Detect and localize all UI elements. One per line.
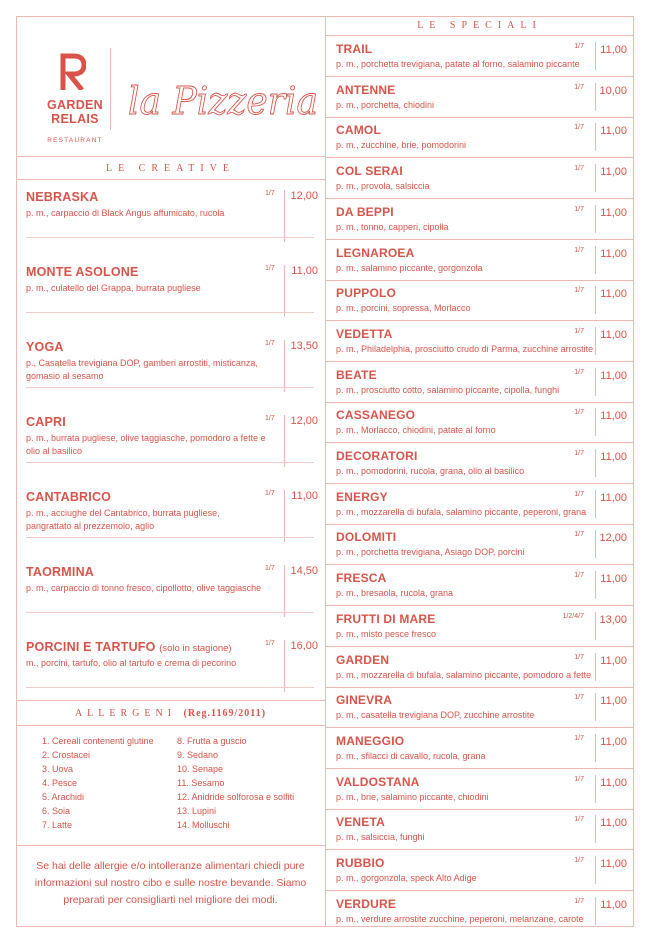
item-name: CASSANEGO bbox=[336, 408, 416, 423]
menu-item bbox=[325, 687, 634, 728]
item-allergens: 1/7 bbox=[574, 165, 584, 173]
item-price: 16,00 bbox=[284, 640, 324, 692]
item-name: RUBBIO bbox=[336, 856, 385, 870]
item-name-text: MONTE ASOLONE bbox=[26, 265, 139, 279]
item-description: p. m., misto pesce fresco bbox=[336, 628, 437, 639]
item-description: p. m., salsiccia, funghi bbox=[336, 832, 425, 843]
menu-item bbox=[325, 484, 634, 525]
item-name-text: YOGA bbox=[26, 340, 64, 354]
item-allergens: 1/7 bbox=[574, 775, 584, 783]
item-allergens: 1/7 bbox=[574, 897, 584, 905]
allergen-list-col1 bbox=[42, 734, 154, 832]
item-name: GARDEN bbox=[336, 652, 390, 667]
menu-item bbox=[325, 850, 634, 891]
item-description: p. m., gorgonzola, speck Alto Adige bbox=[336, 873, 477, 883]
item-description: p. m., pomodorini, rucola, grana, olio al basilico bbox=[336, 466, 525, 476]
item-price: 11,00 bbox=[595, 327, 634, 355]
item-description: p. m., zucchine, brie, pomodorini bbox=[336, 140, 467, 151]
allergen-item: 13. Lupini bbox=[177, 806, 217, 816]
menu-item bbox=[325, 647, 634, 688]
menu-item bbox=[325, 240, 634, 281]
allergy-note: Se hai delle allergie e/o intolleranze alimentari chiedi pure informazioni sul nostro cibo e sulle nostre bevande. Siamo preparati per consigliarti nel migliore dei modi. bbox=[34, 860, 307, 906]
item-allergens: 1/7 bbox=[574, 287, 584, 295]
item-price: 11,00 bbox=[284, 265, 324, 317]
item-name: TRAIL bbox=[336, 42, 373, 56]
item-allergens: 1/7 bbox=[265, 415, 275, 422]
item-price: 11,00 bbox=[595, 205, 634, 233]
creative-heading: LE CREATIVE bbox=[16, 156, 325, 180]
item-price: 13,50 bbox=[284, 340, 324, 392]
item-description: p. m., carpaccio di Black Angus affumicato, rucola bbox=[26, 208, 225, 218]
menu-item bbox=[325, 809, 634, 850]
item-allergens: 1/7 bbox=[574, 368, 584, 376]
item-allergens: 1/7 bbox=[265, 340, 275, 347]
item-price: 11,00 bbox=[595, 164, 634, 192]
allergen-item: 6. Soia bbox=[42, 806, 71, 816]
item-name: MANEGGIO bbox=[336, 733, 405, 748]
item-description: p. m., verdure arrostite zucchine, peperoni, melanzane, carote bbox=[336, 913, 584, 924]
allergen-item: 7. Latte bbox=[42, 820, 73, 830]
menu-item bbox=[325, 524, 634, 565]
item-description: p. m., porchetta trevigiana, patate al forno, salamino piccante bbox=[336, 59, 580, 69]
item-description: m., porcini, tartufo, olio al tartufo e crema di pecorino bbox=[26, 658, 237, 668]
item-price: 11,00 bbox=[595, 490, 634, 518]
item-name-text: CAPRI bbox=[26, 415, 66, 429]
menu-item bbox=[325, 402, 634, 443]
item-allergens: 1/2/4/7 bbox=[562, 612, 584, 620]
allergen-item: 1. Cereali contenenti glutine bbox=[42, 736, 154, 746]
item-name bbox=[26, 265, 139, 279]
item-name: VEDETTA bbox=[336, 326, 393, 341]
item-name bbox=[26, 190, 98, 204]
item-allergens: 1/7 bbox=[574, 734, 584, 742]
script-title bbox=[124, 60, 324, 136]
item-name: DA BEPPI bbox=[336, 204, 394, 219]
allergen-item: 8. Frutta a guscio bbox=[177, 736, 247, 746]
item-price: 11,00 bbox=[595, 734, 634, 762]
item-rule bbox=[26, 612, 314, 613]
logo-divider bbox=[110, 48, 111, 130]
item-allergens: 1/7 bbox=[574, 124, 584, 132]
item-name: GINEVRA bbox=[336, 693, 393, 708]
item-name-text: NEBRASKA bbox=[26, 190, 99, 204]
item-description: p. m., casatella trevigiana DOP, zucchine arrostite bbox=[336, 710, 535, 721]
item-allergens: 1/7 bbox=[574, 43, 584, 50]
item-price: 11,00 bbox=[595, 408, 634, 436]
item-name: VALDOSTANA bbox=[336, 774, 420, 789]
item-allergens: 1/7 bbox=[574, 490, 584, 498]
item-allergens: 1/7 bbox=[574, 83, 584, 91]
item-price: 14,50 bbox=[284, 565, 324, 617]
allergen-item: 10. Senape bbox=[177, 764, 224, 774]
menu-item bbox=[325, 158, 634, 199]
item-description: p. m., prosciutto cotto, salamino piccante, cipolla, funghi bbox=[336, 384, 560, 395]
item-price: 11,00 bbox=[595, 123, 634, 151]
item-price: 11,00 bbox=[595, 653, 634, 681]
item-description: p. m., culatello del Grappa, burrata pugliese bbox=[26, 283, 201, 293]
allergen-list-col2 bbox=[177, 734, 294, 832]
item-allergens: 1/7 bbox=[574, 653, 584, 661]
item-name: VENETA bbox=[336, 815, 385, 830]
svg-text:la Pizzeria: la Pizzeria bbox=[128, 79, 318, 123]
item-name: COL SERAI bbox=[336, 164, 403, 179]
item-allergens: 1/7 bbox=[574, 246, 584, 254]
menu-item bbox=[325, 77, 634, 118]
item-price: 11,00 bbox=[595, 246, 634, 274]
item-price: 11,00 bbox=[595, 368, 634, 396]
item-allergens: 1/7 bbox=[574, 205, 584, 213]
item-rule bbox=[26, 312, 314, 313]
allergen-item: 9. Sedano bbox=[177, 750, 219, 760]
allergen-item: 11. Sesamo bbox=[177, 778, 225, 788]
divider bbox=[16, 845, 325, 846]
menu-item bbox=[325, 36, 634, 77]
item-price: 11,00 bbox=[595, 856, 634, 884]
allergen-item: 5. Arachidi bbox=[42, 792, 85, 802]
menu-item bbox=[325, 199, 634, 240]
item-name: DECORATORI bbox=[336, 449, 418, 463]
item-allergens: 1/7 bbox=[574, 572, 584, 580]
item-name: ANTENNE bbox=[336, 82, 396, 97]
item-allergens: 1/7 bbox=[265, 640, 275, 647]
brand-subtitle: RESTAURANT bbox=[47, 137, 103, 144]
item-name bbox=[26, 415, 66, 429]
item-description: p. m., mozzarella di bufala, salamino piccante, peperoni, grana bbox=[336, 506, 587, 517]
logo-block bbox=[16, 16, 325, 156]
item-name bbox=[26, 640, 232, 654]
item-name: ENERGY bbox=[336, 489, 388, 504]
item-description: p. m., porchetta, chiodini bbox=[336, 99, 435, 110]
item-description: p. m., bresaola, rucola, grana bbox=[336, 588, 454, 599]
item-description: p. m., porcini, sopressa, Morlacco bbox=[336, 303, 471, 314]
menu-item bbox=[325, 321, 634, 362]
item-allergens: 1/7 bbox=[265, 490, 275, 497]
item-description: p. m., Philadelphia, prosciutto crudo di Parma, zucchine arrostite bbox=[336, 343, 594, 354]
item-price: 11,00 bbox=[595, 286, 634, 314]
item-price: 10,00 bbox=[595, 83, 634, 111]
item-rule bbox=[26, 687, 314, 688]
item-price: 13,00 bbox=[595, 612, 634, 640]
garden-relais-logo-icon bbox=[60, 52, 86, 90]
item-description: p. m., burrata pugliese, olive taggiasche, pomodoro a fette e olio al basilico bbox=[26, 433, 266, 456]
menu-item bbox=[325, 891, 634, 932]
item-name-text: CANTABRICO bbox=[26, 490, 112, 504]
item-price: 12,00 bbox=[284, 190, 324, 242]
item-price: 11,00 bbox=[595, 693, 634, 721]
allergen-item: 2. Crostacei bbox=[42, 750, 91, 760]
item-price: 11,00 bbox=[595, 815, 634, 843]
menu-item bbox=[325, 362, 634, 403]
allergen-item: 12. Anidride solforosa e solfiti bbox=[177, 792, 295, 802]
item-name: BEATE bbox=[336, 367, 377, 382]
item-name bbox=[26, 565, 94, 579]
item-description: p. m., Morlacco, chiodini, patate al forno bbox=[336, 425, 496, 436]
item-name: FRUTTI DI MARE bbox=[336, 611, 436, 626]
item-description: p. m., acciughe del Cantabrico, burrata pugliese, pangrattato al prezzemolo, aglio bbox=[26, 508, 220, 531]
item-note: (solo in stagione) bbox=[159, 643, 232, 654]
item-name: CAMOL bbox=[336, 123, 381, 138]
item-price: 11,00 bbox=[595, 571, 634, 599]
item-rule bbox=[26, 462, 314, 463]
item-allergens: 1/7 bbox=[265, 190, 275, 197]
item-price: 12,00 bbox=[595, 530, 634, 558]
item-name bbox=[26, 490, 111, 504]
menu-item bbox=[325, 280, 634, 321]
item-price: 11,00 bbox=[595, 775, 634, 803]
item-name: LEGNAROEA bbox=[336, 245, 415, 260]
item-price: 11,00 bbox=[284, 490, 324, 542]
item-description: p. m., mozzarella di bufala, salamino piccante, pomodoro a fette bbox=[336, 669, 592, 680]
item-allergens: 1/7 bbox=[574, 409, 584, 417]
item-price: 11,00 bbox=[595, 897, 634, 925]
menu-item bbox=[325, 565, 634, 606]
item-allergens: 1/7 bbox=[265, 265, 275, 272]
item-name: VERDURE bbox=[336, 896, 397, 911]
item-allergens: 1/7 bbox=[574, 450, 584, 457]
item-name: PUPPOLO bbox=[336, 286, 397, 301]
item-description: p. m., salamino piccante, gorgonzola bbox=[336, 262, 483, 273]
brand-name: GARDEN RELAIS bbox=[47, 98, 103, 126]
allergen-item: 3. Uova bbox=[42, 764, 74, 774]
item-allergens: 1/7 bbox=[574, 694, 584, 702]
item-description: p. m., tonno, capperi, cipolla bbox=[336, 221, 449, 232]
item-name-text: TAORMINA bbox=[26, 565, 95, 579]
item-allergens: 1/7 bbox=[265, 565, 275, 572]
menu-item bbox=[325, 606, 634, 647]
speciali-heading: LE SPECIALI bbox=[325, 16, 634, 36]
item-name-text: PORCINI E TARTUFO bbox=[26, 640, 156, 654]
item-rule bbox=[26, 387, 314, 388]
menu-item bbox=[325, 728, 634, 769]
item-description: p. m., brie, salamino piccante, chiodini bbox=[336, 791, 489, 802]
item-description: p. m., sfilacci di cavallo, rucola, grana bbox=[336, 750, 486, 761]
item-rule bbox=[26, 537, 314, 538]
item-description: p., Casatella trevigiana DOP, gamberi arrostiti, misticanza, gomasio al sesamo bbox=[26, 358, 258, 381]
item-allergens: 1/7 bbox=[574, 327, 584, 335]
item-rule bbox=[26, 237, 314, 238]
allergeni-heading: ALLERGENI (Reg.1169/2011) bbox=[16, 700, 325, 726]
item-allergens: 1/7 bbox=[574, 816, 584, 824]
item-description: p. m., carpaccio di tonno fresco, cipollotto, olive taggiasche bbox=[26, 583, 262, 593]
item-price: 11,00 bbox=[595, 449, 634, 477]
menu-item bbox=[325, 443, 634, 484]
item-description: p. m., provola, salsiccia bbox=[336, 181, 430, 192]
allergen-item: 14. Molluschi bbox=[177, 820, 230, 830]
item-name: FRESCA bbox=[336, 571, 387, 586]
item-allergens: 1/7 bbox=[574, 857, 584, 864]
item-name: DOLOMITI bbox=[336, 530, 397, 545]
item-description: p. m., porchetta trevigiana, Asiago DOP, porcini bbox=[336, 547, 525, 558]
item-name bbox=[26, 340, 64, 354]
item-price: 12,00 bbox=[284, 415, 324, 467]
menu-item bbox=[325, 769, 634, 810]
item-price: 11,00 bbox=[595, 42, 634, 70]
menu-item bbox=[325, 117, 634, 158]
item-allergens: 1/7 bbox=[574, 531, 584, 539]
allergen-item: 4. Pesce bbox=[42, 778, 78, 788]
